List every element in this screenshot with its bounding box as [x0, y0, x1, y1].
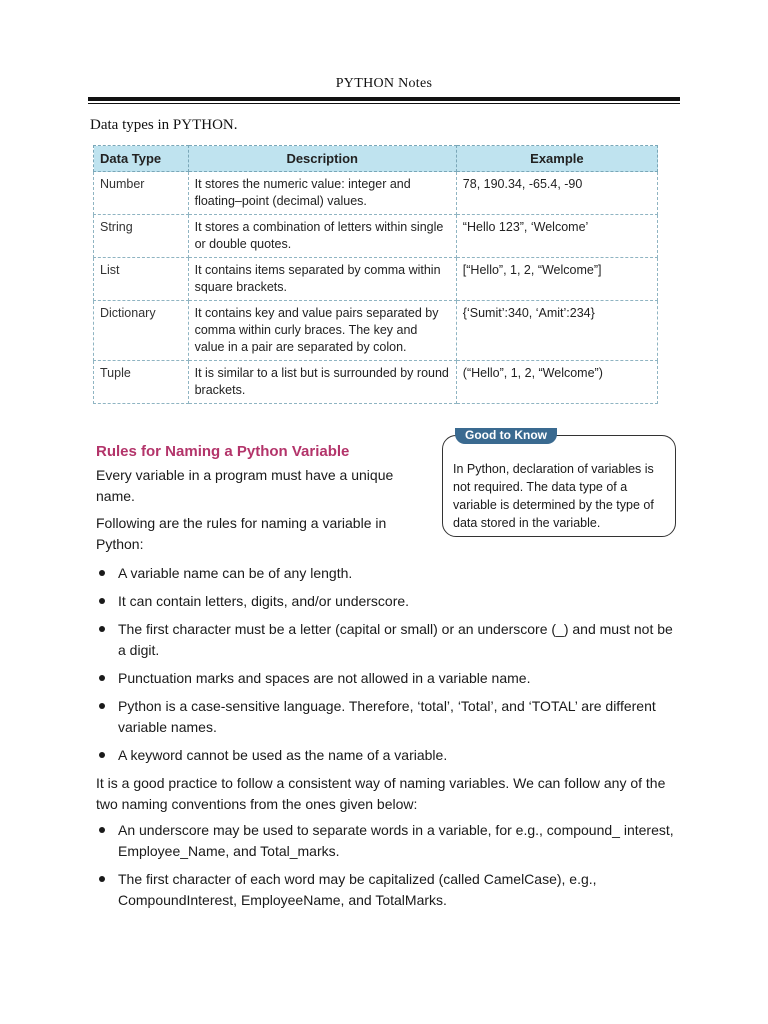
bullet-icon	[99, 827, 105, 833]
bullet-icon	[99, 570, 105, 576]
list-item-text: Python is a case-sensitive language. Therefore, ‘total’, ‘Total’, and ‘TOTAL’ are different variable names.	[118, 698, 656, 735]
cell-example: {‘Sumit’:340, ‘Amit’:234}	[456, 301, 657, 361]
list-item	[96, 745, 678, 766]
cell-description: It is similar to a list but is surrounded by round brackets.	[188, 361, 456, 404]
column-header-data-type: Data Type	[94, 146, 189, 172]
header-rule-thin	[88, 103, 680, 104]
column-header-example: Example	[456, 146, 657, 172]
cell-example: 78, 190.34, -65.4, -90	[456, 172, 657, 215]
table-row	[94, 258, 658, 301]
naming-rules-list	[96, 563, 678, 773]
paragraph-unique-name: Every variable in a program must have a unique name.	[96, 467, 394, 504]
table-row	[94, 172, 658, 215]
list-item-text: A keyword cannot be used as the name of a variable.	[118, 747, 448, 763]
bullet-icon	[99, 626, 105, 632]
naming-conventions-list	[96, 820, 678, 918]
bullet-icon	[99, 703, 105, 709]
cell-description: It stores a combination of letters within single or double quotes.	[188, 215, 456, 258]
column-header-description: Description	[188, 146, 456, 172]
list-item	[96, 820, 678, 862]
paragraph-conventions-intro: It is a good practice to follow a consistent way of naming variables. We can follow any of the two naming conventions from the ones given below:	[96, 775, 666, 812]
cell-description: It contains key and value pairs separated by comma within curly braces. The key and value in a pair are separated by colon.	[188, 301, 456, 361]
cell-type: Tuple	[94, 361, 189, 404]
list-item	[96, 563, 678, 584]
table-header-row	[94, 146, 658, 172]
list-item-text: It can contain letters, digits, and/or underscore.	[118, 593, 410, 609]
cell-example: (“Hello”, 1, 2, “Welcome”)	[456, 361, 657, 404]
cell-type: String	[94, 215, 189, 258]
list-item	[96, 619, 678, 661]
list-item	[96, 668, 678, 689]
cell-type: Number	[94, 172, 189, 215]
intro-text: Data types in PYTHON.	[90, 117, 238, 133]
scanned-textbook-excerpt	[90, 145, 678, 915]
cell-type: Dictionary	[94, 301, 189, 361]
page-title: PYTHON Notes	[335, 76, 433, 91]
list-item-text: The first character of each word may be capitalized (called CamelCase), e.g., CompoundInterest, EmployeeName, and TotalMarks.	[118, 871, 597, 908]
table-row	[94, 215, 658, 258]
good-to-know-callout	[442, 428, 676, 537]
list-item	[96, 591, 678, 612]
list-item-text: A variable name can be of any length.	[118, 565, 353, 581]
cell-type: List	[94, 258, 189, 301]
callout-tab: Good to Know	[455, 428, 557, 444]
bullet-icon	[99, 876, 105, 882]
cell-description: It contains items separated by comma within square brackets.	[188, 258, 456, 301]
section-title: Rules for Naming a Python Variable	[96, 443, 350, 460]
list-item	[96, 696, 678, 738]
table-row	[94, 361, 658, 404]
list-item-text: Punctuation marks and spaces are not allowed in a variable name.	[118, 670, 531, 686]
cell-description: It stores the numeric value: integer and floating–point (decimal) values.	[188, 172, 456, 215]
callout-text: In Python, declaration of variables is not required. The data type of a variable is determined by the type of data stored in the variable.	[453, 462, 654, 530]
bullet-icon	[99, 675, 105, 681]
cell-example: [“Hello”, 1, 2, “Welcome”]	[456, 258, 657, 301]
table-row	[94, 301, 658, 361]
data-types-table	[93, 145, 658, 404]
header-rule-thick	[88, 97, 680, 101]
bullet-icon	[99, 598, 105, 604]
list-item	[96, 869, 678, 911]
list-item-text: An underscore may be used to separate words in a variable, for e.g., compound_ interest, Employee_Name, and Total_marks.	[118, 822, 674, 859]
list-item-text: The first character must be a letter (capital or small) or an underscore (_) and must not be a digit.	[118, 621, 673, 658]
cell-example: “Hello 123”, ‘Welcome’	[456, 215, 657, 258]
bullet-icon	[99, 752, 105, 758]
paragraph-rules-intro: Following are the rules for naming a variable in Python:	[96, 515, 387, 552]
